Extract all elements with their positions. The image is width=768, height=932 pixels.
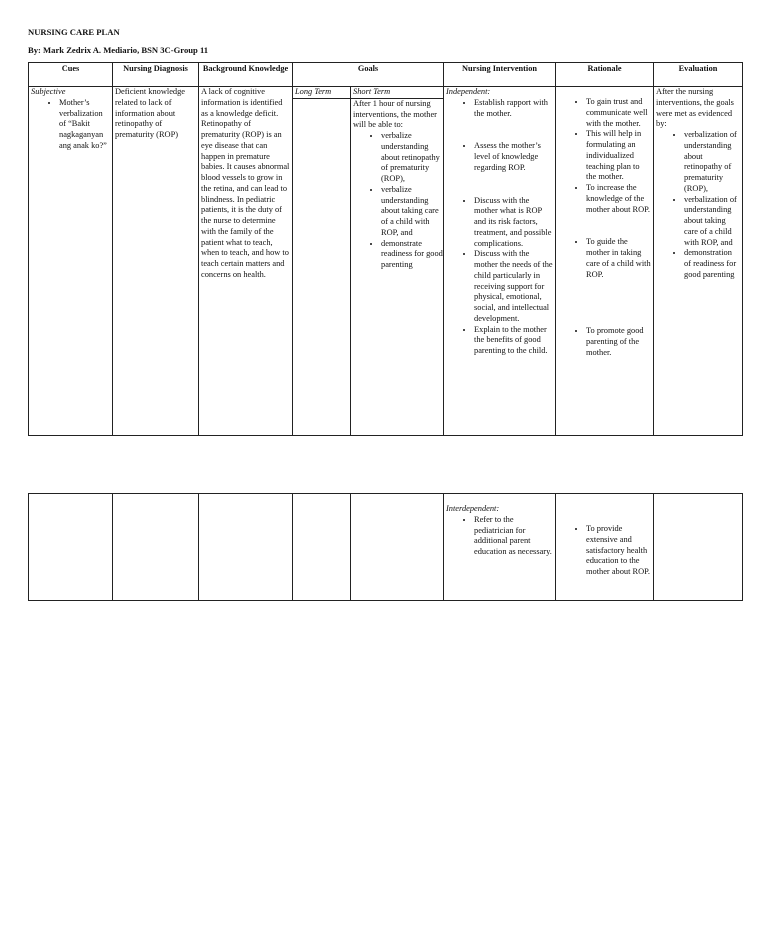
independent-label: Independent: (446, 87, 491, 96)
document-title: NURSING CARE PLAN (28, 27, 120, 37)
list-item: • To promote good parenting of the mother. (586, 326, 651, 358)
list-item: • verbalization of understanding about retinopathy of prematurity (ROP), (684, 130, 740, 195)
intervention-cell (444, 494, 556, 601)
short-term-cell (351, 87, 444, 436)
list-item: • verbalize understanding about taking care of a child with ROP, and (381, 185, 443, 239)
long-term-cell (293, 87, 351, 436)
long-term-label: Long Term (293, 87, 350, 99)
diagnosis-cell: Deficient knowledge related to lack of information about retinopathy of prematurity (ROP) (113, 87, 199, 436)
list-item: • To guide the mother in taking care of a child with ROP. (586, 237, 651, 280)
col-intervention: Nursing Intervention (444, 63, 556, 87)
list-item: • Refer to the pediatrician for additional parent education as necessary. (474, 515, 553, 558)
list-item: • Mother’s verbalization of “Bakit nagkaganyan ang anak ko?” (59, 98, 110, 152)
list-item: • Explain to the mother the benefits of good parenting to the child. (474, 325, 553, 357)
col-goals: Goals (293, 63, 444, 87)
evaluation-cell (654, 494, 743, 601)
background-cell (199, 494, 293, 601)
header-row (29, 63, 743, 87)
author-byline: By: Mark Zedrix A. Mediario, BSN 3C-Group 11 (28, 45, 209, 55)
list-item: • To provide extensive and satisfactory health education to the mother about ROP. (586, 524, 651, 578)
list-item: • To increase the knowledge of the mother about ROP. (586, 183, 651, 215)
list-item: • Establish rapport with the mother. (474, 98, 553, 120)
list-item: • This will help in formulating an individualized teaching plan to the mother. (586, 129, 651, 183)
evaluation-intro: After the nursing interventions, the goals were met as evidenced by: (656, 87, 734, 129)
list-item: • demonstration of readiness for good parenting (684, 248, 740, 280)
interdependent-label: Interdependent: (446, 504, 500, 513)
long-term-cell (293, 494, 351, 601)
table-row (29, 494, 743, 601)
care-plan-table (28, 62, 743, 436)
list-item: • verbalization of understanding about taking care of a child with ROP, and (684, 195, 740, 249)
col-diagnosis: Nursing Diagnosis (113, 63, 199, 87)
rationale-cell (556, 87, 654, 436)
col-rationale: Rationale (556, 63, 654, 87)
rationale-cell (556, 494, 654, 601)
list-item: • Discuss with the mother what is ROP and its risk factors, treatment, and possible complications. (474, 196, 553, 250)
cues-cell (29, 494, 113, 601)
care-plan-table-continued (28, 493, 743, 601)
diagnosis-cell (113, 494, 199, 601)
list-item: • demonstrate readiness for good parenting (381, 239, 443, 271)
short-term-label: Short Term (351, 87, 443, 99)
intervention-cell (444, 87, 556, 436)
list-item: • verbalize understanding about retinopathy of prematurity (ROP), (381, 131, 443, 185)
evaluation-cell (654, 87, 743, 436)
background-cell: A lack of cognitive information is identified as a knowledge deficit. Retinopathy of prematurity (ROP) is an eye disease that can happen in premature babies. It causes abnormal blood vessels to grow in the retina, and can lead to blindness. In pediatric patients, it is the duty of the nurse to determine with the family of the patient what to teach, when to teach, and how to teach certain matters and concerns on health. (199, 87, 293, 436)
col-background: Background Knowledge (199, 63, 293, 87)
col-evaluation: Evaluation (654, 63, 743, 87)
short-term-cell (351, 494, 444, 601)
table-row (29, 87, 743, 436)
list-item: • To gain trust and communicate well with the mother. (586, 97, 651, 129)
cues-subjective-label: Subjective (31, 87, 66, 96)
cues-cell (29, 87, 113, 436)
col-cues: Cues (29, 63, 113, 87)
short-term-intro: After 1 hour of nursing interventions, the mother will be able to: (353, 98, 437, 130)
list-item: • Assess the mother’s level of knowledge regarding ROP. (474, 141, 553, 173)
list-item: • Discuss with the mother the needs of the child particularly in receiving support for physical, emotional, social, and intellectual development. (474, 249, 553, 324)
